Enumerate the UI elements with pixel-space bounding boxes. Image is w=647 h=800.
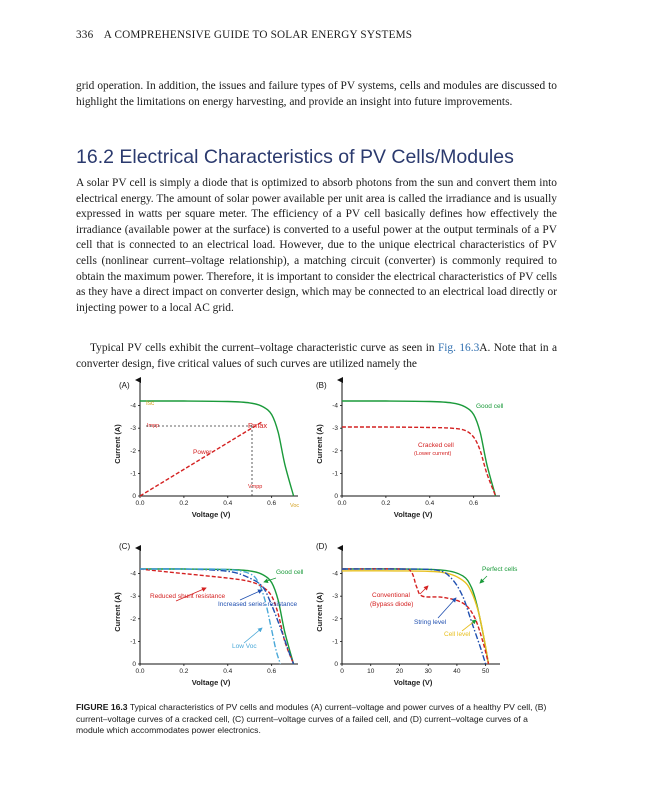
series-line-increased-series-resistance xyxy=(140,569,294,664)
perfect-cells-label: Perfect cells xyxy=(482,566,518,573)
x-tick-label: 0.2 xyxy=(381,500,391,507)
y-tick-label: -4 xyxy=(332,570,338,578)
panel-d-annotations xyxy=(370,566,518,638)
panel-label: (D) xyxy=(316,542,328,551)
x-axis-label: Voltage (V) xyxy=(393,510,433,519)
y-tick-label: 0 xyxy=(334,493,338,500)
y-tick-label: -2 xyxy=(332,615,338,623)
x-tick-label: 10 xyxy=(367,668,375,675)
figure-reference-link[interactable]: Fig. 16.3 xyxy=(437,342,480,354)
x-tick-label: 30 xyxy=(424,668,432,675)
figure-caption xyxy=(76,702,557,737)
pmax-label: Pmax xyxy=(248,421,268,430)
x-tick-label: 0.0 xyxy=(135,500,145,507)
panel-label: (A) xyxy=(119,381,130,390)
body-paragraph-main: A solar PV cell is simply a diode that is optimized to absorb photons from the sun and convert them into electrical energy. The amount of solar power available per unit area is called the irradiance and is usually expressed in watts per square meter. The efficiency of a PV cell basically defines how effectively the irradiance (available power at the surface) is converted to a useful power at the output terminals of a PV cell that is connected to an electrical load. However, due to the unique electrical characteristics of PV cells (nonlinear current–voltage relationship), a matching circuit (converter) is commonly required to obtain the maximum power. Therefore, it is important to consider the electrical characteristics of PV cells as they have a direct impact on converter design, which may be connected to an electrical load directly or injecting power to a local AC grid. xyxy=(76,177,557,314)
cell-level-label: Cell level xyxy=(444,631,471,638)
x-tick-label: 0.6 xyxy=(267,500,277,507)
y-tick-label: -1 xyxy=(130,470,136,478)
series-line-cracked-cell-lower-current- xyxy=(342,427,496,496)
section-number: 16.2 xyxy=(76,146,114,168)
impp-label: Impp xyxy=(147,423,160,429)
good-cell-arrow-c xyxy=(264,578,276,582)
y-tick-label: -1 xyxy=(332,470,338,478)
y-tick-label: 0 xyxy=(334,661,338,668)
y-tick-label: -4 xyxy=(332,402,338,410)
running-title: A COMPREHENSIVE GUIDE TO SOLAR ENERGY SYSTEMS xyxy=(103,29,413,41)
series-line-cell-level xyxy=(342,571,489,664)
cracked-cell-label: Cracked cell xyxy=(418,442,454,449)
x-tick-label: 0.4 xyxy=(223,668,233,675)
y-tick-label: -2 xyxy=(332,447,338,455)
y-tick-label: 0 xyxy=(132,493,136,500)
y-axis-label: Current (A) xyxy=(315,592,324,632)
power-label: Power xyxy=(193,449,212,456)
x-tick-label: 0.2 xyxy=(179,668,189,675)
string-level-label: String level xyxy=(414,619,447,626)
x-tick-label: 0.0 xyxy=(135,668,145,675)
intro-paragraph: grid operation. In addition, the issues and failure types of PV systems, cells and modules are discussed to highlight the limitations on energy harvesting, and provide an insight into future improvements. xyxy=(76,80,557,108)
good-cell-label-b: Good cell xyxy=(476,403,504,410)
x-tick-label: 20 xyxy=(395,668,404,675)
y-axis-label: Current (A) xyxy=(315,424,324,464)
y-tick-label: -3 xyxy=(332,593,338,601)
low-voc-arrow xyxy=(244,628,262,643)
x-tick-label: 0.0 xyxy=(337,500,347,507)
series-line-string-level xyxy=(342,569,486,664)
series-line-good-cell xyxy=(140,569,294,664)
paragraph-text-after: A. Note that in a converter design, five critical values of such curves are utilized namely the xyxy=(76,342,557,370)
panel-label: (C) xyxy=(119,542,131,551)
bypass-arrow xyxy=(420,586,428,594)
y-tick-label: -2 xyxy=(130,615,136,623)
y-tick-label: -3 xyxy=(130,593,136,601)
caption-label: FIGURE 16.3 xyxy=(76,702,128,712)
x-axis-label: Voltage (V) xyxy=(191,510,231,519)
series-line-reduced-shunt-resistance xyxy=(140,569,294,664)
caption-text: Typical characteristics of PV cells and modules (A) current–voltage and power curves of a healthy PV cell, (B) current–voltage curves of a cracked cell, (C) current–voltage curves of a failed cell, and (D) current–voltage curves of a module which accommodates power electronics. xyxy=(76,702,547,736)
x-tick-label: 0.2 xyxy=(179,500,189,507)
panel-a-annotations xyxy=(146,400,299,509)
vmpp-label: Vmpp xyxy=(248,484,263,490)
cell-level-arrow xyxy=(462,620,476,631)
x-tick-label: 50 xyxy=(482,668,490,675)
reduced-shunt-label: Reduced shunt resistance xyxy=(150,593,226,600)
x-tick-label: 0.6 xyxy=(469,500,479,507)
paragraph-text-before: Typical PV cells exhibit the current–voltage characteristic curve as seen in xyxy=(90,342,438,354)
section-title: Electrical Characteristics of PV Cells/Modules xyxy=(119,146,514,168)
y-tick-label: -3 xyxy=(130,425,136,433)
y-tick-label: -4 xyxy=(130,570,136,578)
series-arrow xyxy=(240,590,262,600)
perfect-cells-arrow xyxy=(480,576,487,583)
conventional-label: Conventional xyxy=(372,592,410,599)
voc-label: Voc xyxy=(290,503,300,509)
x-tick-label: 0.6 xyxy=(267,668,277,675)
bypass-diode-label: (Bypass diode) xyxy=(370,601,414,608)
chart-panel-d xyxy=(315,542,500,687)
isc-label: Isc xyxy=(146,400,155,407)
x-tick-label: 0.4 xyxy=(223,500,233,507)
panel-b-annotations xyxy=(414,403,504,457)
page-number: 336 xyxy=(76,29,94,41)
y-tick-label: -1 xyxy=(332,638,338,646)
increased-series-label: Increased series resistance xyxy=(218,601,298,608)
x-axis-label: Voltage (V) xyxy=(393,678,433,687)
string-level-arrow xyxy=(438,598,456,618)
y-axis-label: Current (A) xyxy=(113,424,122,464)
y-tick-label: -3 xyxy=(332,425,338,433)
y-tick-label: -4 xyxy=(130,402,136,410)
x-tick-label: 40 xyxy=(453,668,461,675)
y-tick-label: 0 xyxy=(132,661,136,668)
y-axis-label: Current (A) xyxy=(113,592,122,632)
series-line-power xyxy=(140,421,263,496)
y-tick-label: -2 xyxy=(130,447,136,455)
x-tick-label: 0 xyxy=(340,668,344,675)
series-line-low-voc xyxy=(140,569,280,664)
chart-panel-c xyxy=(113,542,298,687)
good-cell-label-c: Good cell xyxy=(276,569,304,576)
x-tick-label: 0.4 xyxy=(425,500,435,507)
lower-current-label: (Lower current) xyxy=(414,451,452,457)
chart-panel-b xyxy=(315,380,500,519)
x-axis-label: Voltage (V) xyxy=(191,678,231,687)
low-voc-label: Low Voc xyxy=(232,643,257,650)
panel-label: (B) xyxy=(316,381,327,390)
y-tick-label: -1 xyxy=(130,638,136,646)
